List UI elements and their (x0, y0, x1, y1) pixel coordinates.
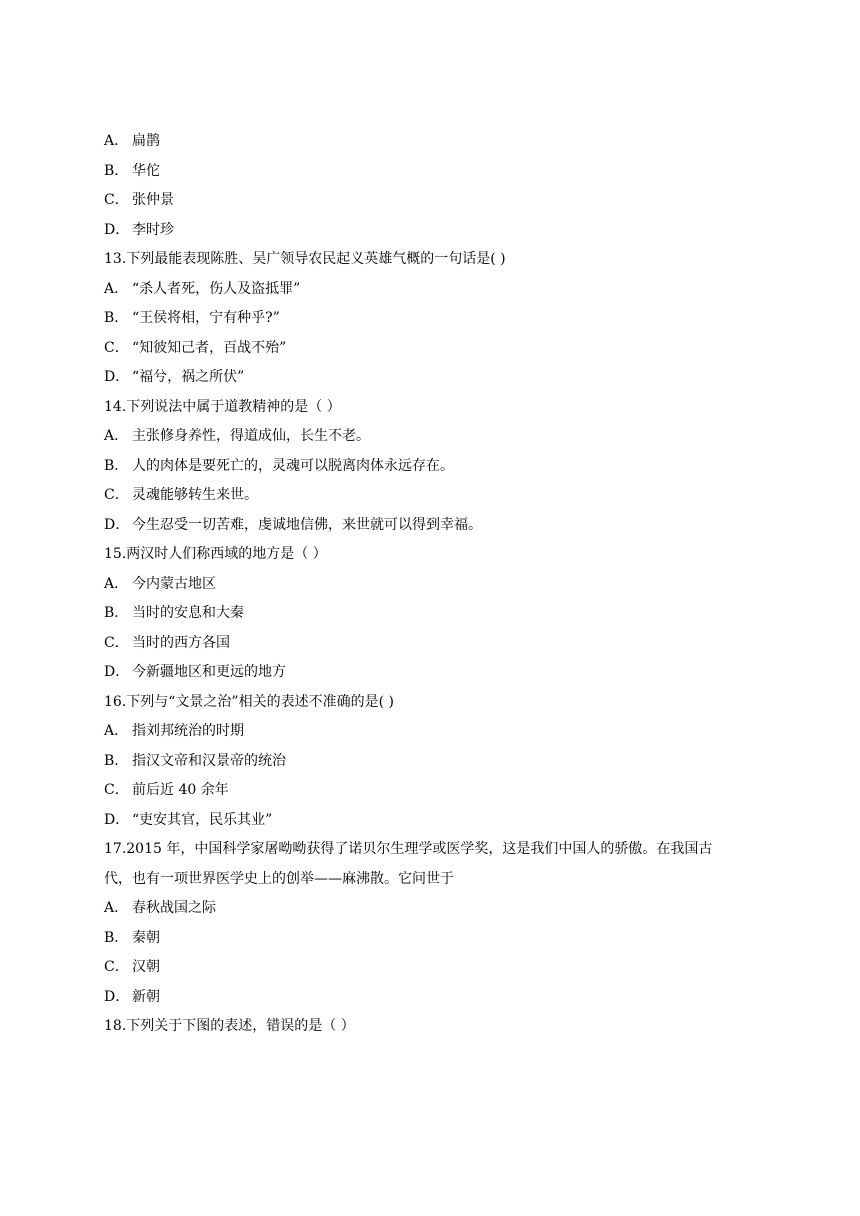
option-text: 指汉文帝和汉景帝的统治 (132, 752, 286, 769)
option-letter: C． (104, 782, 129, 798)
question-text: 14.下列说法中属于道教精神的是（ ） (104, 398, 341, 415)
option-text: 汉朝 (132, 959, 160, 975)
option-text: “知彼知己者，百战不殆” (132, 339, 287, 356)
option-letter: A． (104, 723, 129, 739)
option-letter: A． (104, 575, 129, 592)
option-letter: C． (104, 487, 129, 503)
option-text: 华佗 (132, 162, 160, 179)
option-letter: C． (104, 339, 129, 356)
option-letter: D． (104, 516, 130, 533)
answer-option (104, 304, 804, 334)
answer-option (104, 806, 804, 836)
question-text: 代，也有一项世界医学史上的创举——麻沸散。它问世于 (104, 870, 454, 887)
option-letter: B． (104, 310, 129, 326)
question-text: 17.2015 年，中国科学家屠呦呦获得了诺贝尔生理学或医学奖，这是我们中国人的骄傲。在我国古 (104, 841, 713, 857)
option-text: “杀人者死，伤人及盗抵罪” (132, 280, 301, 297)
document-page (104, 127, 804, 1042)
answer-option (104, 776, 804, 806)
answer-option (104, 334, 804, 364)
answer-option (104, 983, 804, 1013)
question-text: 16.下列与“文景之治”相关的表述不准确的是( ) (104, 693, 394, 710)
option-letter: B． (104, 752, 129, 769)
question-text: 13.下列最能表现陈胜、吴广领导农民起义英雄气概的一句话是( ) (104, 251, 506, 267)
option-text: 当时的西方各国 (132, 634, 230, 651)
option-letter: A． (104, 900, 129, 916)
option-letter: D． (104, 221, 130, 238)
answer-option (104, 747, 804, 777)
option-text: 春秋战国之际 (132, 900, 216, 916)
option-letter: C． (104, 959, 129, 975)
option-text: 灵魂能够转生来世。 (132, 487, 258, 503)
option-text: 扁鹊 (132, 133, 160, 149)
answer-option (104, 629, 804, 659)
answer-option (104, 127, 804, 157)
option-text: 人的肉体是要死亡的，灵魂可以脱离肉体永远存在。 (132, 457, 454, 474)
answer-option (104, 157, 804, 187)
answer-option (104, 481, 804, 511)
option-text: 李时珍 (132, 221, 174, 238)
option-letter: D． (104, 811, 130, 828)
option-letter: C． (104, 634, 129, 651)
option-text: “福兮，祸之所伏” (132, 369, 245, 385)
option-text: 张仲景 (132, 192, 174, 208)
option-letter: D． (104, 664, 130, 680)
option-letter: D． (104, 369, 130, 385)
option-text: 当时的安息和大秦 (132, 605, 244, 621)
option-letter: A． (104, 280, 129, 297)
option-letter: B． (104, 605, 129, 621)
option-text: 今内蒙古地区 (132, 575, 216, 592)
answer-option (104, 894, 804, 924)
option-letter: B． (104, 457, 129, 474)
option-text: 前后近 40 余年 (132, 782, 229, 798)
answer-option (104, 363, 804, 393)
answer-option (104, 570, 804, 600)
option-text: 指刘邦统治的时期 (132, 723, 244, 739)
option-text: 今新疆地区和更远的地方 (132, 664, 286, 680)
answer-option (104, 511, 804, 541)
option-text: 秦朝 (132, 929, 160, 946)
question-text: 15.两汉时人们称西域的地方是（ ） (104, 546, 327, 562)
question-text: 18.下列关于下图的表述，错误的是（ ） (104, 1018, 355, 1034)
answer-option (104, 924, 804, 954)
option-letter: A． (104, 133, 129, 149)
answer-option (104, 658, 804, 688)
answer-option (104, 953, 804, 983)
option-letter: D． (104, 988, 130, 1005)
option-text: 新朝 (132, 988, 160, 1005)
answer-option (104, 275, 804, 305)
option-text: 今生忍受一切苦难，虔诚地信佛，来世就可以得到幸福。 (132, 516, 482, 533)
answer-option (104, 599, 804, 629)
option-letter: A． (104, 428, 129, 444)
answer-option (104, 717, 804, 747)
answer-option (104, 216, 804, 246)
option-text: “王侯将相，宁有种乎?” (132, 310, 280, 326)
option-text: “吏安其官，民乐其业” (132, 811, 273, 828)
answer-option (104, 422, 804, 452)
answer-option (104, 452, 804, 482)
option-letter: B． (104, 929, 129, 946)
answer-option (104, 186, 804, 216)
option-text: 主张修身养性，得道成仙，长生不老。 (132, 428, 370, 444)
option-letter: C． (104, 192, 129, 208)
option-letter: B． (104, 162, 129, 179)
